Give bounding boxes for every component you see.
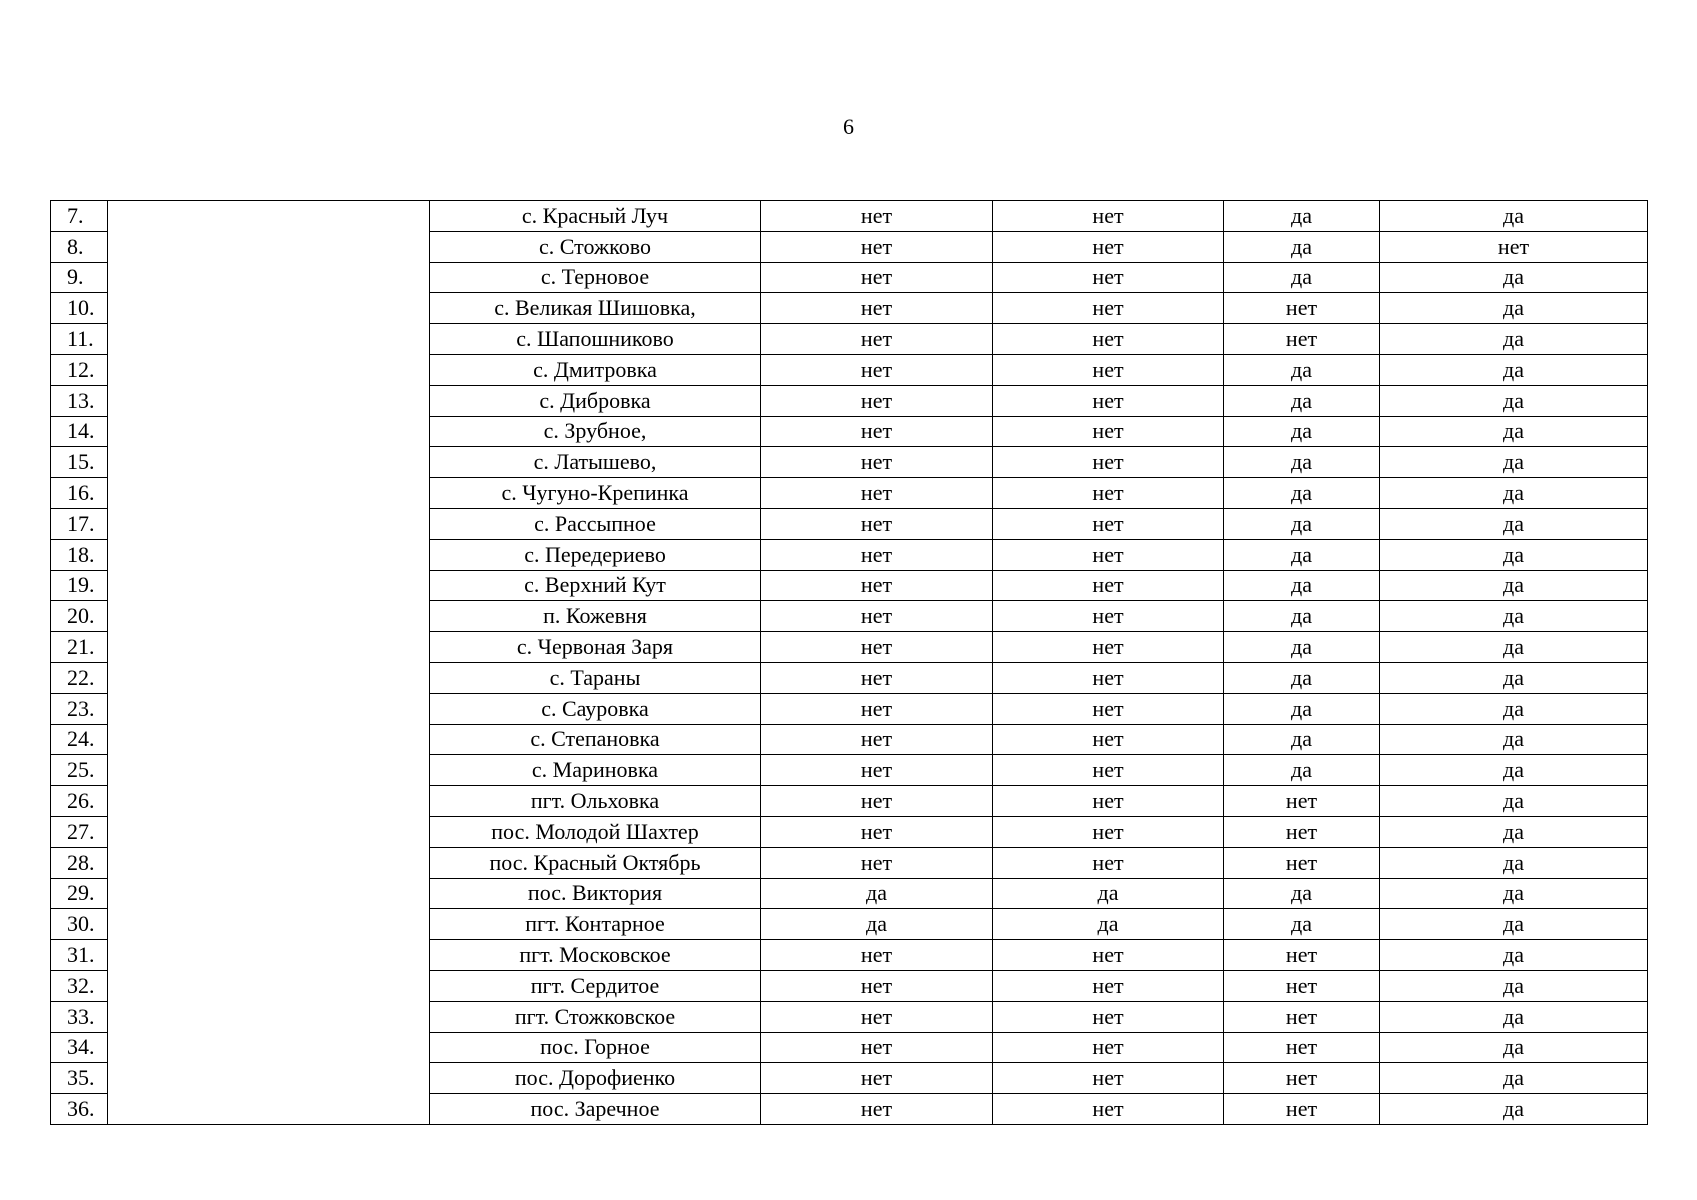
value-cell-col2: нет xyxy=(993,447,1224,478)
value-cell-col3: да xyxy=(1224,539,1380,570)
value-cell-col3: да xyxy=(1224,878,1380,909)
row-number-cell: 7. xyxy=(51,201,108,232)
value-cell-col4: да xyxy=(1380,1032,1648,1063)
value-cell-col3: да xyxy=(1224,632,1380,663)
value-cell-col4: да xyxy=(1380,940,1648,971)
value-cell-col1: нет xyxy=(761,1094,993,1125)
value-cell-col3: да xyxy=(1224,416,1380,447)
value-cell-col1: да xyxy=(761,909,993,940)
value-cell-col4: да xyxy=(1380,508,1648,539)
row-number-cell: 12. xyxy=(51,354,108,385)
settlement-name-cell: пгт. Сердитое xyxy=(430,970,761,1001)
row-number-cell: 14. xyxy=(51,416,108,447)
value-cell-col3: нет xyxy=(1224,847,1380,878)
value-cell-col3: нет xyxy=(1224,1001,1380,1032)
value-cell-col2: нет xyxy=(993,970,1224,1001)
value-cell-col3: да xyxy=(1224,354,1380,385)
row-number-cell: 13. xyxy=(51,385,108,416)
row-number-cell: 10. xyxy=(51,293,108,324)
value-cell-col1: нет xyxy=(761,539,993,570)
value-cell-col4: да xyxy=(1380,262,1648,293)
settlement-name-cell: пос. Заречное xyxy=(430,1094,761,1125)
value-cell-col1: нет xyxy=(761,1001,993,1032)
value-cell-col2: нет xyxy=(993,231,1224,262)
value-cell-col3: нет xyxy=(1224,293,1380,324)
settlements-table xyxy=(50,200,1648,1125)
value-cell-col1: нет xyxy=(761,231,993,262)
value-cell-col2: нет xyxy=(993,786,1224,817)
row-number-cell: 36. xyxy=(51,1094,108,1125)
value-cell-col1: нет xyxy=(761,478,993,509)
value-cell-col2: нет xyxy=(993,724,1224,755)
value-cell-col1: нет xyxy=(761,847,993,878)
value-cell-col1: нет xyxy=(761,940,993,971)
value-cell-col4: да xyxy=(1380,601,1648,632)
value-cell-col3: да xyxy=(1224,447,1380,478)
settlement-name-cell: пос. Красный Октябрь xyxy=(430,847,761,878)
value-cell-col1: нет xyxy=(761,786,993,817)
value-cell-col3: нет xyxy=(1224,816,1380,847)
settlement-name-cell: с. Тараны xyxy=(430,662,761,693)
settlement-name-cell: с. Стожково xyxy=(430,231,761,262)
value-cell-col4: да xyxy=(1380,1001,1648,1032)
settlement-name-cell: пгт. Московское xyxy=(430,940,761,971)
value-cell-col1: нет xyxy=(761,508,993,539)
value-cell-col4: да xyxy=(1380,724,1648,755)
value-cell-col2: нет xyxy=(993,755,1224,786)
row-number-cell: 30. xyxy=(51,909,108,940)
value-cell-col2: нет xyxy=(993,201,1224,232)
value-cell-col2: нет xyxy=(993,601,1224,632)
value-cell-col4: да xyxy=(1380,662,1648,693)
table-body xyxy=(51,201,1648,1125)
value-cell-col3: да xyxy=(1224,201,1380,232)
row-number-cell: 8. xyxy=(51,231,108,262)
value-cell-col3: нет xyxy=(1224,1094,1380,1125)
value-cell-col3: нет xyxy=(1224,786,1380,817)
value-cell-col2: нет xyxy=(993,693,1224,724)
settlement-name-cell: с. Передериево xyxy=(430,539,761,570)
value-cell-col2: нет xyxy=(993,847,1224,878)
value-cell-col2: нет xyxy=(993,632,1224,663)
value-cell-col4: да xyxy=(1380,878,1648,909)
row-number-cell: 15. xyxy=(51,447,108,478)
value-cell-col2: нет xyxy=(993,385,1224,416)
value-cell-col4: да xyxy=(1380,570,1648,601)
value-cell-col2: нет xyxy=(993,539,1224,570)
settlement-name-cell: пгт. Стожковское xyxy=(430,1001,761,1032)
value-cell-col3: да xyxy=(1224,478,1380,509)
row-number-cell: 26. xyxy=(51,786,108,817)
value-cell-col4: да xyxy=(1380,909,1648,940)
settlement-name-cell: пос. Горное xyxy=(430,1032,761,1063)
settlement-name-cell: пос. Дорофиенко xyxy=(430,1063,761,1094)
value-cell-col2: нет xyxy=(993,416,1224,447)
value-cell-col1: нет xyxy=(761,201,993,232)
settlement-name-cell: с. Латышево, xyxy=(430,447,761,478)
value-cell-col1: нет xyxy=(761,601,993,632)
settlement-name-cell: с. Рассыпное xyxy=(430,508,761,539)
row-number-cell: 27. xyxy=(51,816,108,847)
value-cell-col4: да xyxy=(1380,1063,1648,1094)
row-number-cell: 9. xyxy=(51,262,108,293)
value-cell-col1: нет xyxy=(761,354,993,385)
value-cell-col1: нет xyxy=(761,385,993,416)
value-cell-col2: нет xyxy=(993,508,1224,539)
value-cell-col1: нет xyxy=(761,755,993,786)
row-number-cell: 17. xyxy=(51,508,108,539)
value-cell-col3: да xyxy=(1224,231,1380,262)
row-number-cell: 25. xyxy=(51,755,108,786)
value-cell-col1: нет xyxy=(761,324,993,355)
value-cell-col4: да xyxy=(1380,447,1648,478)
value-cell-col3: да xyxy=(1224,662,1380,693)
value-cell-col3: да xyxy=(1224,693,1380,724)
value-cell-col1: нет xyxy=(761,1032,993,1063)
settlement-name-cell: с. Мариновка xyxy=(430,755,761,786)
value-cell-col3: нет xyxy=(1224,940,1380,971)
value-cell-col4: да xyxy=(1380,354,1648,385)
settlement-name-cell: п. Кожевня xyxy=(430,601,761,632)
row-number-cell: 28. xyxy=(51,847,108,878)
value-cell-col2: нет xyxy=(993,354,1224,385)
value-cell-col4: да xyxy=(1380,201,1648,232)
value-cell-col3: да xyxy=(1224,385,1380,416)
value-cell-col1: нет xyxy=(761,632,993,663)
settlement-name-cell: с. Красный Луч xyxy=(430,201,761,232)
settlement-name-cell: с. Дибровка xyxy=(430,385,761,416)
value-cell-col1: нет xyxy=(761,1063,993,1094)
value-cell-col3: да xyxy=(1224,262,1380,293)
value-cell-col4: да xyxy=(1380,416,1648,447)
value-cell-col4: да xyxy=(1380,539,1648,570)
row-number-cell: 31. xyxy=(51,940,108,971)
value-cell-col3: да xyxy=(1224,755,1380,786)
value-cell-col4: да xyxy=(1380,970,1648,1001)
row-number-cell: 22. xyxy=(51,662,108,693)
settlement-name-cell: с. Чугуно-Крепинка xyxy=(430,478,761,509)
settlement-name-cell: с. Сауровка xyxy=(430,693,761,724)
settlement-name-cell: с. Великая Шишовка, xyxy=(430,293,761,324)
table-row xyxy=(51,201,1648,232)
value-cell-col2: нет xyxy=(993,570,1224,601)
row-number-cell: 23. xyxy=(51,693,108,724)
value-cell-col2: нет xyxy=(993,1001,1224,1032)
row-number-cell: 32. xyxy=(51,970,108,1001)
value-cell-col3: да xyxy=(1224,601,1380,632)
settlement-name-cell: пос. Молодой Шахтер xyxy=(430,816,761,847)
value-cell-col2: да xyxy=(993,878,1224,909)
row-number-cell: 18. xyxy=(51,539,108,570)
value-cell-col2: нет xyxy=(993,1063,1224,1094)
value-cell-col1: нет xyxy=(761,816,993,847)
value-cell-col4: да xyxy=(1380,693,1648,724)
value-cell-col2: нет xyxy=(993,262,1224,293)
value-cell-col2: нет xyxy=(993,940,1224,971)
row-number-cell: 34. xyxy=(51,1032,108,1063)
value-cell-col2: да xyxy=(993,909,1224,940)
row-number-cell: 24. xyxy=(51,724,108,755)
value-cell-col2: нет xyxy=(993,662,1224,693)
settlement-name-cell: с. Степановка xyxy=(430,724,761,755)
settlement-name-cell: с. Дмитровка xyxy=(430,354,761,385)
value-cell-col2: нет xyxy=(993,1094,1224,1125)
value-cell-col3: нет xyxy=(1224,1032,1380,1063)
value-cell-col3: да xyxy=(1224,570,1380,601)
empty-merged-cell xyxy=(108,201,430,1125)
value-cell-col3: нет xyxy=(1224,970,1380,1001)
value-cell-col1: нет xyxy=(761,416,993,447)
value-cell-col1: нет xyxy=(761,293,993,324)
value-cell-col4: да xyxy=(1380,816,1648,847)
row-number-cell: 11. xyxy=(51,324,108,355)
settlement-name-cell: с. Шапошниково xyxy=(430,324,761,355)
value-cell-col1: нет xyxy=(761,970,993,1001)
row-number-cell: 16. xyxy=(51,478,108,509)
value-cell-col4: да xyxy=(1380,385,1648,416)
value-cell-col2: нет xyxy=(993,293,1224,324)
value-cell-col3: да xyxy=(1224,508,1380,539)
value-cell-col1: нет xyxy=(761,724,993,755)
settlement-name-cell: пгт. Ольховка xyxy=(430,786,761,817)
row-number-cell: 20. xyxy=(51,601,108,632)
value-cell-col4: да xyxy=(1380,755,1648,786)
value-cell-col2: нет xyxy=(993,816,1224,847)
value-cell-col2: нет xyxy=(993,324,1224,355)
value-cell-col4: да xyxy=(1380,293,1648,324)
value-cell-col1: нет xyxy=(761,262,993,293)
value-cell-col4: да xyxy=(1380,324,1648,355)
value-cell-col4: да xyxy=(1380,478,1648,509)
settlement-name-cell: пгт. Контарное xyxy=(430,909,761,940)
value-cell-col3: нет xyxy=(1224,324,1380,355)
row-number-cell: 29. xyxy=(51,878,108,909)
settlement-name-cell: пос. Виктория xyxy=(430,878,761,909)
value-cell-col4: да xyxy=(1380,632,1648,663)
value-cell-col2: нет xyxy=(993,478,1224,509)
row-number-cell: 35. xyxy=(51,1063,108,1094)
value-cell-col1: нет xyxy=(761,570,993,601)
value-cell-col1: нет xyxy=(761,662,993,693)
value-cell-col4: да xyxy=(1380,847,1648,878)
value-cell-col2: нет xyxy=(993,1032,1224,1063)
value-cell-col1: да xyxy=(761,878,993,909)
value-cell-col4: нет xyxy=(1380,231,1648,262)
row-number-cell: 33. xyxy=(51,1001,108,1032)
value-cell-col4: да xyxy=(1380,1094,1648,1125)
value-cell-col1: нет xyxy=(761,693,993,724)
value-cell-col3: да xyxy=(1224,909,1380,940)
value-cell-col3: да xyxy=(1224,724,1380,755)
settlement-name-cell: с. Верхний Кут xyxy=(430,570,761,601)
settlement-name-cell: с. Зрубное, xyxy=(430,416,761,447)
row-number-cell: 19. xyxy=(51,570,108,601)
settlement-name-cell: с. Терновое xyxy=(430,262,761,293)
value-cell-col4: да xyxy=(1380,786,1648,817)
value-cell-col3: нет xyxy=(1224,1063,1380,1094)
settlement-name-cell: с. Червоная Заря xyxy=(430,632,761,663)
value-cell-col1: нет xyxy=(761,447,993,478)
row-number-cell: 21. xyxy=(51,632,108,663)
page-number: 6 xyxy=(843,114,854,139)
